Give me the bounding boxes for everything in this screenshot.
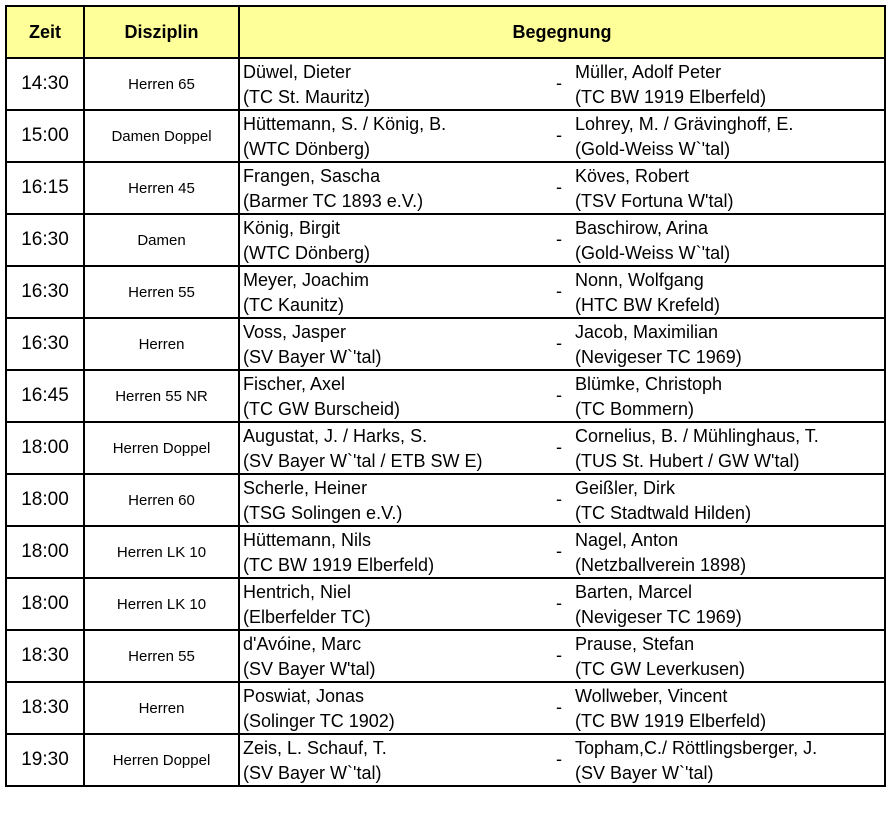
home-player-club: (TSG Solingen e.V.) [243,503,403,523]
time-cell: 16:15 [6,162,84,214]
away-player [575,320,742,370]
time-cell: 18:00 [6,474,84,526]
discipline-cell: Herren Doppel [84,422,239,474]
away-player [575,684,766,734]
away-player [575,528,746,578]
home-player [243,476,402,526]
away-player-club: (HTC BW Krefeld) [575,295,721,315]
table-row [6,370,885,422]
discipline-cell: Damen Doppel [84,110,239,162]
away-player-name: Lohrey, M. / Grävinghoff, E. [575,114,794,134]
versus-separator: - [556,489,562,509]
time-cell: 18:00 [6,578,84,630]
away-player-club: (TC Bommern) [575,399,695,419]
table-row [6,266,885,318]
home-player-name: d'Avóine, Marc [243,634,362,654]
home-player [243,268,369,318]
time-cell: 18:00 [6,422,84,474]
discipline-cell: Herren 55 [84,266,239,318]
home-player-name: Voss, Jasper [243,322,347,342]
away-player-club: (Netzballverein 1898) [575,555,747,575]
home-player [243,736,387,786]
away-player-club: (Nevigeser TC 1969) [575,607,742,627]
home-player [243,424,482,474]
away-player-name: Blümke, Christoph [575,374,723,394]
home-player-club: (TC BW 1919 Elberfeld) [243,555,435,575]
home-player [243,580,371,630]
home-player [243,528,434,578]
home-player [243,632,375,682]
home-player-name: Düwel, Dieter [243,62,352,82]
home-player-name: Zeis, L. Schauf, T. [243,738,387,758]
away-player [575,632,745,682]
away-player-name: Wollweber, Vincent [575,686,728,706]
time-cell: 16:30 [6,318,84,370]
away-player [575,476,751,526]
match-cell [239,734,885,786]
versus-separator: - [556,437,562,457]
home-player-club: (Elberfelder TC) [243,607,371,627]
time-cell: 19:30 [6,734,84,786]
home-player-name: König, Birgit [243,218,341,238]
header-begegnung: Begegnung [239,6,885,58]
match-cell [239,578,885,630]
versus-separator: - [556,645,562,665]
away-player-club: (Gold-Weiss W`'tal) [575,243,731,263]
home-player-name: Augustat, J. / Harks, S. [243,426,428,446]
home-player-club: (TC St. Mauritz) [243,87,371,107]
home-player-name: Fischer, Axel [243,374,346,394]
match-cell [239,682,885,734]
header-disziplin: Disziplin [84,6,239,58]
away-player-name: Nonn, Wolfgang [575,270,704,290]
header-row [6,6,885,58]
table-row [6,110,885,162]
discipline-cell: Herren 55 [84,630,239,682]
time-cell: 18:00 [6,526,84,578]
time-cell: 15:00 [6,110,84,162]
discipline-cell: Herren LK 10 [84,578,239,630]
match-cell [239,162,885,214]
home-player-club: (TC Kaunitz) [243,295,345,315]
versus-separator: - [556,749,562,769]
discipline-cell: Herren Doppel [84,734,239,786]
table-row [6,734,885,786]
table-row [6,526,885,578]
away-player [575,216,730,266]
time-cell: 18:30 [6,682,84,734]
away-player-club: (Gold-Weiss W`'tal) [575,139,731,159]
home-player-club: (SV Bayer W`'tal) [243,347,382,367]
discipline-cell: Herren 55 NR [84,370,239,422]
home-player-name: Hüttemann, Nils [243,530,372,550]
match-cell [239,422,885,474]
home-player-name: Meyer, Joachim [243,270,370,290]
versus-separator: - [556,73,562,93]
home-player-name: Hentrich, Niel [243,582,352,602]
away-player [575,372,722,422]
discipline-cell: Herren 65 [84,58,239,110]
away-player-name: Nagel, Anton [575,530,679,550]
away-player [575,268,720,318]
away-player-club: (TSV Fortuna W'tal) [575,191,734,211]
home-player [243,60,370,110]
time-cell: 16:30 [6,266,84,318]
time-cell: 14:30 [6,58,84,110]
home-player-club: (SV Bayer W`'tal / ETB SW E) [243,451,483,471]
versus-separator: - [556,125,562,145]
home-player [243,112,446,162]
home-player-name: Frangen, Sascha [243,166,381,186]
table-row [6,318,885,370]
away-player-club: (Nevigeser TC 1969) [575,347,742,367]
discipline-cell: Herren 45 [84,162,239,214]
match-cell [239,630,885,682]
table-row [6,58,885,110]
away-player-club: (SV Bayer W`'tal) [575,763,714,783]
match-cell [239,110,885,162]
home-player-club: (WTC Dönberg) [243,243,371,263]
versus-separator: - [556,229,562,249]
away-player-club: (TC Stadtwald Hilden) [575,503,752,523]
away-player [575,580,742,630]
home-player [243,684,395,734]
home-player-club: (TC GW Burscheid) [243,399,401,419]
discipline-cell: Herren [84,318,239,370]
match-cell [239,526,885,578]
home-player [243,320,381,370]
home-player-club: (Barmer TC 1893 e.V.) [243,191,424,211]
match-cell [239,370,885,422]
away-player-name: Müller, Adolf Peter [575,62,722,82]
versus-separator: - [556,281,562,301]
away-player [575,60,766,110]
home-player [243,372,400,422]
table-row [6,682,885,734]
match-cell [239,214,885,266]
home-player-name: Poswiat, Jonas [243,686,365,706]
versus-separator: - [556,541,562,561]
time-cell: 16:45 [6,370,84,422]
home-player [243,216,370,266]
discipline-cell: Herren 60 [84,474,239,526]
time-cell: 16:30 [6,214,84,266]
table-row [6,422,885,474]
versus-separator: - [556,385,562,405]
home-player-name: Hüttemann, S. / König, B. [243,114,447,134]
discipline-cell: Damen [84,214,239,266]
away-player [575,424,819,474]
versus-separator: - [556,593,562,613]
discipline-cell: Herren LK 10 [84,526,239,578]
table-row [6,578,885,630]
away-player [575,736,817,786]
home-player-club: (Solinger TC 1902) [243,711,395,731]
away-player-club: (TC BW 1919 Elberfeld) [575,87,767,107]
table-row [6,214,885,266]
versus-separator: - [556,697,562,717]
home-player-club: (WTC Dönberg) [243,139,371,159]
match-cell [239,58,885,110]
away-player-name: Cornelius, B. / Mühlinghaus, T. [575,426,819,446]
away-player-name: Jacob, Maximilian [575,322,719,342]
table-row [6,162,885,214]
home-player [243,164,423,214]
away-player-name: Köves, Robert [575,166,690,186]
home-player-club: (SV Bayer W`'tal) [243,763,382,783]
match-schedule-table [5,5,886,787]
away-player-name: Baschirow, Arina [575,218,709,238]
away-player-name: Prause, Stefan [575,634,695,654]
header-zeit: Zeit [6,6,84,58]
away-player-name: Topham,C./ Röttlingsberger, J. [575,738,818,758]
away-player [575,112,793,162]
home-player-club: (SV Bayer W'tal) [243,659,376,679]
versus-separator: - [556,333,562,353]
table-row [6,630,885,682]
home-player-name: Scherle, Heiner [243,478,368,498]
match-cell [239,474,885,526]
away-player-name: Barten, Marcel [575,582,693,602]
away-player-club: (TC BW 1919 Elberfeld) [575,711,767,731]
schedule-page [5,5,884,820]
versus-separator: - [556,177,562,197]
away-player-club: (TUS St. Hubert / GW W'tal) [575,451,800,471]
time-cell: 18:30 [6,630,84,682]
match-cell [239,266,885,318]
discipline-cell: Herren [84,682,239,734]
table-row [6,474,885,526]
away-player-club: (TC GW Leverkusen) [575,659,746,679]
away-player [575,164,733,214]
away-player-name: Geißler, Dirk [575,478,676,498]
match-cell [239,318,885,370]
